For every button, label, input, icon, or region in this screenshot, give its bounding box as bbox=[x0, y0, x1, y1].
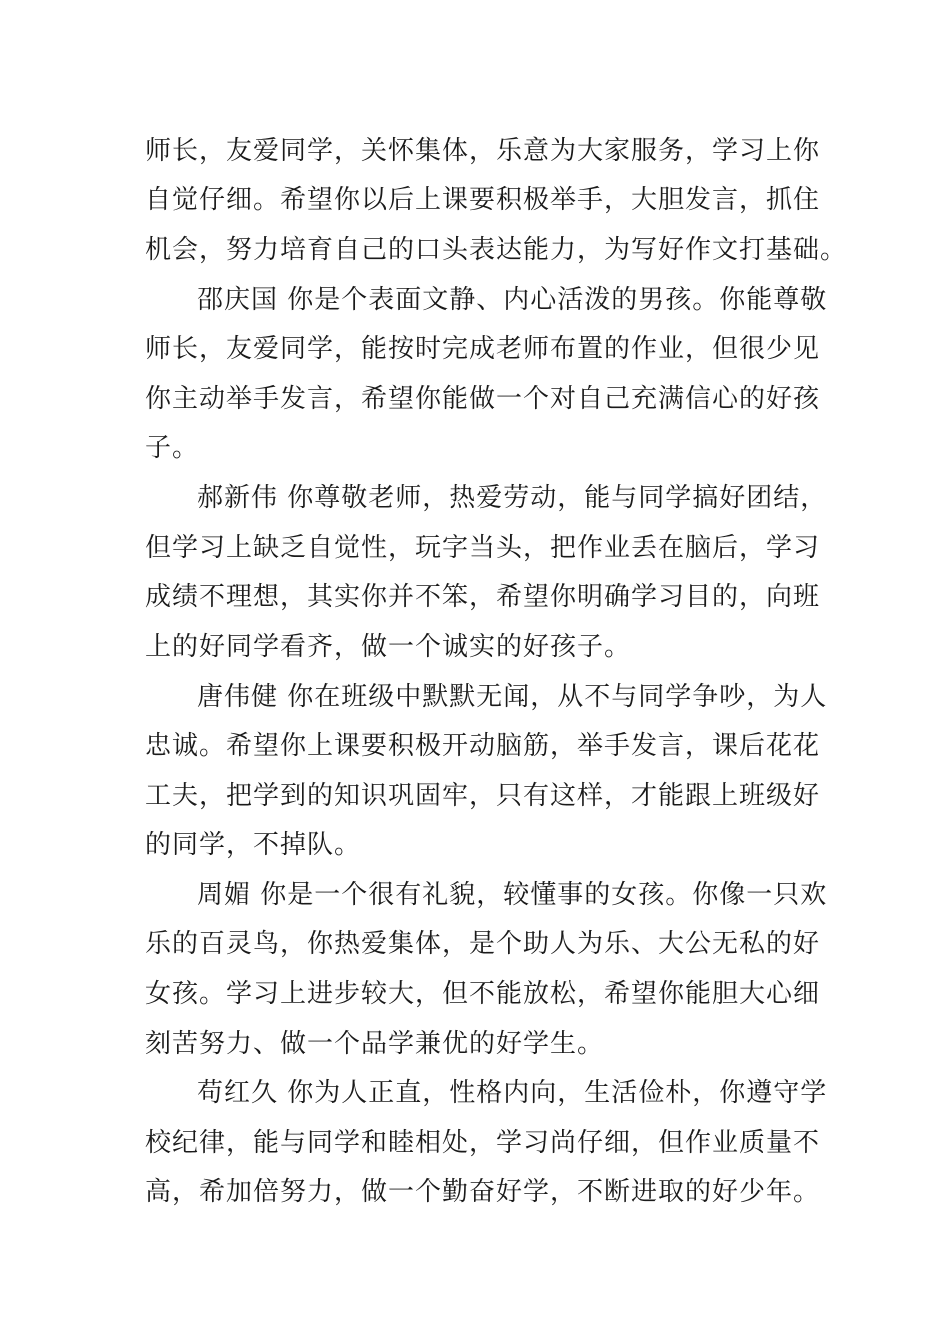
text-line: 子。 bbox=[145, 433, 200, 463]
text-line: 刻苦努力、做一个品学兼优的好学生。 bbox=[145, 1029, 605, 1059]
text-line: 高，希加倍努力，做一个勤奋好学，不断进取的好少年。 bbox=[145, 1177, 821, 1207]
text-line: 师长，友爱同学，关怀集体，乐意为大家服务，学习上你 bbox=[145, 136, 821, 166]
paragraph-start-line: 周媚 你是一个很有礼貌，较懂事的女孩。你像一只欢 bbox=[197, 880, 828, 910]
paragraph-start-line: 唐伟健 你在班级中默默无闻，从不与同学争吵，为人 bbox=[197, 682, 828, 712]
text-line: 但学习上缺乏自觉性，玩字当头，把作业丢在脑后，学习 bbox=[145, 533, 821, 563]
text-line: 校纪律，能与同学和睦相处，学习尚仔细，但作业质量不 bbox=[145, 1128, 821, 1158]
text-line: 上的好同学看齐，做一个诚实的好孩子。 bbox=[145, 632, 632, 662]
paragraph-start-line: 郝新伟 你尊敬老师，热爱劳动，能与同学搞好团结， bbox=[197, 483, 828, 513]
text-line: 自觉仔细。希望你以后上课要积极举手，大胆发言，抓住 bbox=[145, 185, 821, 215]
text-line: 机会，努力培育自己的口头表达能力，为写好作文打基础。 bbox=[145, 235, 848, 265]
text-line: 成绩不理想，其实你并不笨，希望你明确学习目的，向班 bbox=[145, 582, 821, 612]
text-line: 忠诚。希望你上课要积极开动脑筋，举手发言，课后花花 bbox=[145, 731, 821, 761]
text-line: 女孩。学习上进步较大，但不能放松，希望你能胆大心细 bbox=[145, 979, 821, 1009]
paragraph-start-line: 邵庆国 你是个表面文静、内心活泼的男孩。你能尊敬 bbox=[197, 285, 828, 315]
text-line: 工夫，把学到的知识巩固牢，只有这样，才能跟上班级好 bbox=[145, 781, 821, 811]
text-line: 乐的百灵鸟，你热爱集体，是个助人为乐、大公无私的好 bbox=[145, 929, 821, 959]
paragraph-start-line: 苟红久 你为人正直，性格内向，生活俭朴，你遵守学 bbox=[197, 1078, 828, 1108]
text-line: 的同学，不掉队。 bbox=[145, 830, 362, 860]
text-line: 师长，友爱同学，能按时完成老师布置的作业，但很少见 bbox=[145, 334, 821, 364]
text-line: 你主动举手发言，希望你能做一个对自己充满信心的好孩 bbox=[145, 384, 821, 414]
